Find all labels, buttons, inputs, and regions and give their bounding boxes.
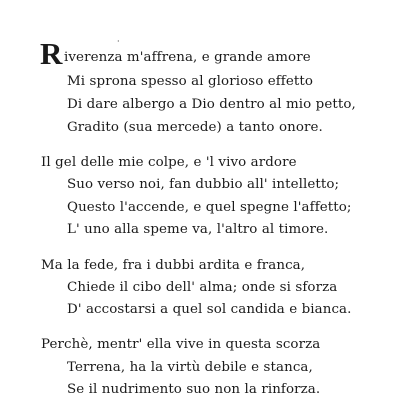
verse-line: Suo verso noi, fan dubbio all' intelletto;	[67, 177, 340, 192]
verse-line: Il gel delle mie colpe, e 'l vivo ardore	[41, 155, 297, 170]
verse-line: iverenza m'affrena, e grande amore	[64, 50, 311, 65]
verse-line: Terrena, ha la virtù debile e stanca,	[67, 360, 313, 375]
verse-line: Ma la fede, fra i dubbi ardita e franca,	[41, 258, 306, 273]
ink-mark: ·	[117, 37, 120, 46]
verse-line: D' accostarsi a quel sol candida e bianca.	[67, 302, 352, 317]
verse-line: Se il nudrimento suo non la rinforza.	[67, 382, 321, 397]
verse-line: Questo l'accende, e quel spegne l'affetto;	[67, 200, 352, 215]
drop-cap: R	[40, 36, 63, 71]
verse-line: Mi sprona spesso al glorioso effetto	[67, 74, 314, 89]
verse-line: L' uno alla speme va, l'altro al timore.	[67, 222, 329, 237]
verse-line: Di dare albergo a Dio dentro al mio petto,	[67, 97, 356, 112]
verse-line: Perchè, mentr' ella vive in questa scorza	[41, 337, 321, 352]
verse-line: Gradito (sua mercede) a tanto onore.	[67, 120, 323, 135]
verse-line: Chiede il cibo dell' alma; onde si sforza	[67, 280, 338, 295]
